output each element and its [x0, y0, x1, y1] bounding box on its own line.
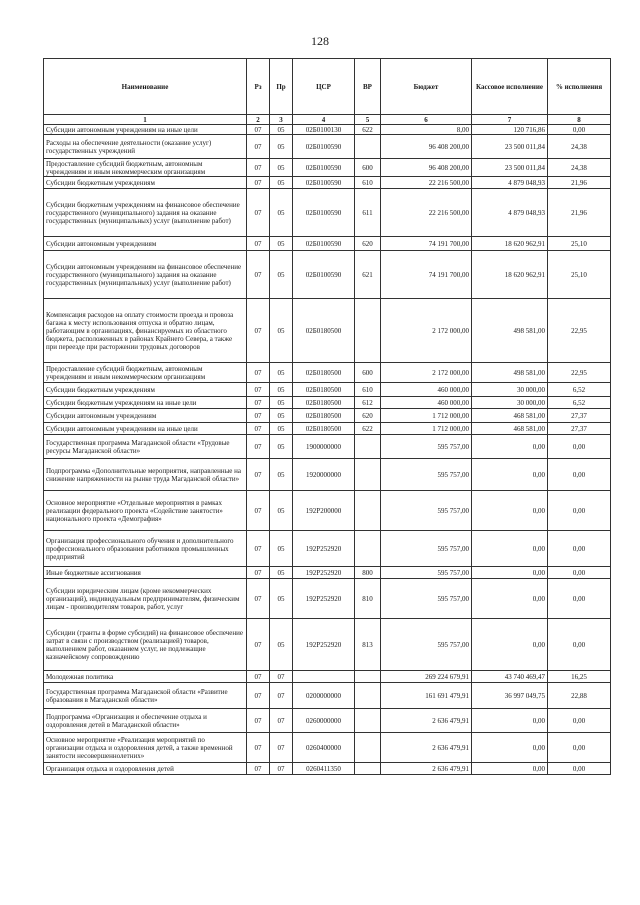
- row-csr-cell: 02Б0100130: [293, 125, 355, 135]
- table-row: [44, 237, 611, 251]
- row-csr-cell: 192P252920: [293, 531, 355, 567]
- row-csr-cell: 0200000000: [293, 683, 355, 709]
- row-pr-cell: 05: [270, 531, 293, 567]
- row-name-cell: Субсидии бюджетным учреждениям на финансовое обеспечение государственного (муниципального) задания на оказание государственных (муниципальных) услуг (выполнение работ): [44, 189, 247, 237]
- row-cash-cell: 498 581,00: [472, 299, 548, 363]
- column-number: 3: [270, 115, 293, 125]
- row-vr-cell: 622: [355, 125, 381, 135]
- row-percent-cell: 22,95: [548, 299, 611, 363]
- row-vr-cell: [355, 299, 381, 363]
- header-csr: ЦСР: [293, 59, 355, 115]
- row-vr-cell: 621: [355, 251, 381, 299]
- row-pr-cell: 05: [270, 383, 293, 397]
- row-pr-cell: 05: [270, 125, 293, 135]
- row-pr-cell: 07: [270, 763, 293, 775]
- row-percent-cell: 21,96: [548, 177, 611, 189]
- row-pr-cell: 05: [270, 237, 293, 251]
- row-name-cell: Молодежная политика: [44, 671, 247, 683]
- row-cash-cell: 30 000,00: [472, 397, 548, 409]
- row-rz-cell: 07: [247, 567, 270, 579]
- row-csr-cell: 02Б0100590: [293, 237, 355, 251]
- row-pr-cell: 05: [270, 135, 293, 159]
- row-budget-cell: 96 408 200,00: [381, 159, 472, 177]
- column-number: 6: [381, 115, 472, 125]
- row-name-cell: Субсидии бюджетным учреждениям: [44, 383, 247, 397]
- row-csr-cell: 0260400000: [293, 733, 355, 763]
- row-cash-cell: 120 716,86: [472, 125, 548, 135]
- row-name-cell: Предоставление субсидий бюджетным, автономным учреждениям и иным некоммерческим организациям: [44, 363, 247, 383]
- row-cash-cell: 0,00: [472, 579, 548, 619]
- column-number: 4: [293, 115, 355, 125]
- row-rz-cell: 07: [247, 177, 270, 189]
- row-rz-cell: 07: [247, 763, 270, 775]
- row-cash-cell: 0,00: [472, 709, 548, 733]
- row-pr-cell: 05: [270, 459, 293, 491]
- row-cash-cell: 43 740 469,47: [472, 671, 548, 683]
- row-budget-cell: 460 000,00: [381, 383, 472, 397]
- row-rz-cell: 07: [247, 397, 270, 409]
- row-cash-cell: 468 581,00: [472, 423, 548, 435]
- row-rz-cell: 07: [247, 671, 270, 683]
- row-budget-cell: 269 224 679,91: [381, 671, 472, 683]
- row-budget-cell: 2 172 000,00: [381, 363, 472, 383]
- row-cash-cell: 0,00: [472, 567, 548, 579]
- row-name-cell: Субсидии автономным учреждениям на финансовое обеспечение государственного (муниципального) задания на оказание государственных (муниципальных) услуг (выполнение работ): [44, 251, 247, 299]
- row-cash-cell: 30 000,00: [472, 383, 548, 397]
- row-name-cell: Государственная программа Магаданской области «Трудовые ресурсы Магаданской области»: [44, 435, 247, 459]
- row-vr-cell: [355, 671, 381, 683]
- row-cash-cell: 0,00: [472, 491, 548, 531]
- row-pr-cell: 07: [270, 709, 293, 733]
- table-header-row: [44, 59, 611, 115]
- row-vr-cell: [355, 763, 381, 775]
- row-vr-cell: [355, 435, 381, 459]
- row-csr-cell: 02Б0180500: [293, 383, 355, 397]
- table-row: [44, 177, 611, 189]
- row-csr-cell: 02Б0100590: [293, 189, 355, 237]
- row-budget-cell: 74 191 700,00: [381, 251, 472, 299]
- row-budget-cell: 1 712 000,00: [381, 409, 472, 423]
- row-pr-cell: 05: [270, 491, 293, 531]
- row-name-cell: Субсидии автономным учреждениям: [44, 237, 247, 251]
- row-rz-cell: 07: [247, 733, 270, 763]
- row-cash-cell: 0,00: [472, 733, 548, 763]
- row-csr-cell: 02Б0180500: [293, 409, 355, 423]
- row-csr-cell: 02Б0180500: [293, 397, 355, 409]
- row-percent-cell: 6,52: [548, 397, 611, 409]
- row-rz-cell: 07: [247, 135, 270, 159]
- row-csr-cell: 192P252920: [293, 567, 355, 579]
- row-percent-cell: 0,00: [548, 459, 611, 491]
- row-vr-cell: 620: [355, 409, 381, 423]
- row-budget-cell: 8,00: [381, 125, 472, 135]
- row-budget-cell: 595 757,00: [381, 579, 472, 619]
- row-name-cell: Субсидии автономным учреждениям: [44, 409, 247, 423]
- row-csr-cell: 02Б0180500: [293, 423, 355, 435]
- row-rz-cell: 07: [247, 435, 270, 459]
- row-name-cell: Субсидии юридическим лицам (кроме некоммерческих организаций), индивидуальным предпринимателям, физическим лицам - производителям товаров, работ, услуг: [44, 579, 247, 619]
- row-percent-cell: 27,37: [548, 423, 611, 435]
- row-percent-cell: 24,38: [548, 135, 611, 159]
- header-name: Наименование: [44, 59, 247, 115]
- row-rz-cell: 07: [247, 383, 270, 397]
- row-rz-cell: 07: [247, 159, 270, 177]
- table-row: [44, 383, 611, 397]
- row-budget-cell: 595 757,00: [381, 567, 472, 579]
- row-rz-cell: 07: [247, 491, 270, 531]
- row-pr-cell: 05: [270, 299, 293, 363]
- row-name-cell: Предоставление субсидий бюджетным, автономным учреждениям и иным некоммерческим организациям: [44, 159, 247, 177]
- row-budget-cell: 595 757,00: [381, 459, 472, 491]
- row-rz-cell: 07: [247, 251, 270, 299]
- row-vr-cell: [355, 733, 381, 763]
- table-body: [44, 125, 611, 775]
- row-rz-cell: 07: [247, 189, 270, 237]
- row-csr-cell: 1900000000: [293, 435, 355, 459]
- row-pr-cell: 05: [270, 177, 293, 189]
- row-percent-cell: 0,00: [548, 579, 611, 619]
- row-cash-cell: 0,00: [472, 435, 548, 459]
- header-percent: % исполнения: [548, 59, 611, 115]
- row-percent-cell: 27,37: [548, 409, 611, 423]
- row-budget-cell: 595 757,00: [381, 619, 472, 671]
- row-budget-cell: 595 757,00: [381, 435, 472, 459]
- row-vr-cell: [355, 683, 381, 709]
- row-percent-cell: 22,95: [548, 363, 611, 383]
- row-percent-cell: 0,00: [548, 709, 611, 733]
- row-name-cell: Субсидии автономным учреждениям на иные цели: [44, 125, 247, 135]
- row-csr-cell: 02Б0100590: [293, 177, 355, 189]
- row-vr-cell: 612: [355, 397, 381, 409]
- row-vr-cell: 622: [355, 423, 381, 435]
- row-name-cell: Компенсация расходов на оплату стоимости проезда и провоза багажа к месту использования отпуска и обратно лицам, работающим в организациях, финансируемых из областного бюджета, расположенных в районах Крайнего Севера, а также при переезде при расторжении трудовых договоров: [44, 299, 247, 363]
- header-budget: Бюджет: [381, 59, 472, 115]
- table-row: [44, 363, 611, 383]
- row-name-cell: Основное мероприятие «Реализация мероприятий по организации отдыха и оздоровления детей, а также временной занятости несовершеннолетних»: [44, 733, 247, 763]
- row-vr-cell: 600: [355, 363, 381, 383]
- table-row: [44, 189, 611, 237]
- row-vr-cell: 810: [355, 579, 381, 619]
- row-percent-cell: 25,10: [548, 251, 611, 299]
- row-pr-cell: 05: [270, 619, 293, 671]
- table-row: [44, 251, 611, 299]
- row-cash-cell: 18 620 962,91: [472, 237, 548, 251]
- budget-execution-table: [43, 58, 611, 775]
- row-budget-cell: 161 691 479,91: [381, 683, 472, 709]
- row-vr-cell: 813: [355, 619, 381, 671]
- row-csr-cell: 02Б0180500: [293, 299, 355, 363]
- row-budget-cell: 22 216 500,00: [381, 177, 472, 189]
- row-cash-cell: 0,00: [472, 619, 548, 671]
- row-cash-cell: 23 500 011,84: [472, 159, 548, 177]
- row-name-cell: Иные бюджетные ассигнования: [44, 567, 247, 579]
- row-vr-cell: 620: [355, 237, 381, 251]
- table-row: [44, 491, 611, 531]
- page-number: 128: [311, 34, 329, 48]
- table-row: [44, 531, 611, 567]
- row-name-cell: Организация отдыха и оздоровления детей: [44, 763, 247, 775]
- row-vr-cell: [355, 491, 381, 531]
- row-percent-cell: 0,00: [548, 619, 611, 671]
- row-rz-cell: 07: [247, 459, 270, 491]
- row-cash-cell: 498 581,00: [472, 363, 548, 383]
- row-vr-cell: [355, 459, 381, 491]
- column-number: 1: [44, 115, 247, 125]
- row-pr-cell: 07: [270, 671, 293, 683]
- row-vr-cell: 600: [355, 159, 381, 177]
- row-percent-cell: 21,96: [548, 189, 611, 237]
- row-budget-cell: 2 636 479,91: [381, 733, 472, 763]
- row-budget-cell: 460 000,00: [381, 397, 472, 409]
- row-percent-cell: 6,52: [548, 383, 611, 397]
- row-cash-cell: 23 500 011,84: [472, 135, 548, 159]
- row-pr-cell: 05: [270, 423, 293, 435]
- row-percent-cell: 25,10: [548, 237, 611, 251]
- row-name-cell: Субсидии бюджетным учреждениям на иные цели: [44, 397, 247, 409]
- row-pr-cell: 07: [270, 733, 293, 763]
- table-row: [44, 409, 611, 423]
- row-rz-cell: 07: [247, 619, 270, 671]
- row-name-cell: Субсидии бюджетным учреждениям: [44, 177, 247, 189]
- table-row: [44, 671, 611, 683]
- row-name-cell: Государственная программа Магаданской области «Развитие образования в Магаданской области»: [44, 683, 247, 709]
- column-number: 8: [548, 115, 611, 125]
- row-budget-cell: 96 408 200,00: [381, 135, 472, 159]
- row-budget-cell: 74 191 700,00: [381, 237, 472, 251]
- row-vr-cell: [355, 709, 381, 733]
- row-csr-cell: 02Б0180500: [293, 363, 355, 383]
- row-cash-cell: 36 997 049,75: [472, 683, 548, 709]
- row-budget-cell: 1 712 000,00: [381, 423, 472, 435]
- row-percent-cell: 0,00: [548, 435, 611, 459]
- row-pr-cell: 05: [270, 435, 293, 459]
- row-budget-cell: 2 636 479,91: [381, 763, 472, 775]
- row-percent-cell: 0,00: [548, 567, 611, 579]
- column-number: 5: [355, 115, 381, 125]
- column-number-row: [44, 115, 611, 125]
- row-vr-cell: [355, 531, 381, 567]
- table-row: [44, 683, 611, 709]
- header-pr: Пр: [270, 59, 293, 115]
- row-rz-cell: 07: [247, 363, 270, 383]
- row-percent-cell: 0,00: [548, 733, 611, 763]
- table-row: [44, 763, 611, 775]
- row-csr-cell: 192P252920: [293, 619, 355, 671]
- row-percent-cell: 0,00: [548, 491, 611, 531]
- table-row: [44, 733, 611, 763]
- row-vr-cell: 610: [355, 177, 381, 189]
- column-number: 2: [247, 115, 270, 125]
- row-budget-cell: 595 757,00: [381, 531, 472, 567]
- header-vr: ВР: [355, 59, 381, 115]
- row-csr-cell: 0260411350: [293, 763, 355, 775]
- table-row: [44, 435, 611, 459]
- row-name-cell: Организация профессионального обучения и дополнительного профессионального образования работников промышленных предприятий: [44, 531, 247, 567]
- table-row: [44, 709, 611, 733]
- row-csr-cell: 02Б0100590: [293, 135, 355, 159]
- row-percent-cell: 16,25: [548, 671, 611, 683]
- row-rz-cell: 07: [247, 299, 270, 363]
- row-cash-cell: 4 879 048,93: [472, 189, 548, 237]
- table-row: [44, 397, 611, 409]
- row-pr-cell: 05: [270, 397, 293, 409]
- row-pr-cell: 05: [270, 567, 293, 579]
- row-pr-cell: 05: [270, 409, 293, 423]
- row-vr-cell: 800: [355, 567, 381, 579]
- row-rz-cell: 07: [247, 409, 270, 423]
- row-budget-cell: 2 172 000,00: [381, 299, 472, 363]
- row-csr-cell: 192P252920: [293, 579, 355, 619]
- row-budget-cell: 22 216 500,00: [381, 189, 472, 237]
- row-budget-cell: 2 636 479,91: [381, 709, 472, 733]
- row-csr-cell: 02Б0100590: [293, 251, 355, 299]
- row-rz-cell: 07: [247, 683, 270, 709]
- row-name-cell: Субсидии (гранты в форме субсидий) на финансовое обеспечение затрат в связи с производством (реализацией) товаров, выполнением работ, оказанием услуг, не подлежащие казначейскому сопровождению: [44, 619, 247, 671]
- row-name-cell: Расходы на обеспечение деятельности (оказание услуг) государственных учреждений: [44, 135, 247, 159]
- row-rz-cell: 07: [247, 423, 270, 435]
- header-cash: Кассовое исполнение: [472, 59, 548, 115]
- row-rz-cell: 07: [247, 125, 270, 135]
- row-vr-cell: 611: [355, 189, 381, 237]
- row-name-cell: Субсидии автономным учреждениям на иные цели: [44, 423, 247, 435]
- row-pr-cell: 07: [270, 683, 293, 709]
- column-number: 7: [472, 115, 548, 125]
- table-row: [44, 619, 611, 671]
- table-row: [44, 135, 611, 159]
- row-cash-cell: 4 879 048,93: [472, 177, 548, 189]
- table-row: [44, 423, 611, 435]
- row-rz-cell: 07: [247, 237, 270, 251]
- row-cash-cell: 0,00: [472, 531, 548, 567]
- row-csr-cell: [293, 671, 355, 683]
- row-rz-cell: 07: [247, 709, 270, 733]
- row-pr-cell: 05: [270, 363, 293, 383]
- row-cash-cell: 18 620 962,91: [472, 251, 548, 299]
- row-percent-cell: 22,88: [548, 683, 611, 709]
- row-percent-cell: 24,38: [548, 159, 611, 177]
- row-cash-cell: 468 581,00: [472, 409, 548, 423]
- row-csr-cell: 02Б0100590: [293, 159, 355, 177]
- table-row: [44, 567, 611, 579]
- header-rz: Рз: [247, 59, 270, 115]
- row-rz-cell: 07: [247, 531, 270, 567]
- row-pr-cell: 05: [270, 579, 293, 619]
- row-name-cell: Основное мероприятие «Отдельные мероприятия в рамках реализации федерального проекта «Содействие занятости» национального проекта «Демография»: [44, 491, 247, 531]
- row-percent-cell: 0,00: [548, 763, 611, 775]
- table-row: [44, 299, 611, 363]
- row-cash-cell: 0,00: [472, 459, 548, 491]
- row-pr-cell: 05: [270, 251, 293, 299]
- row-percent-cell: 0,00: [548, 531, 611, 567]
- table-row: [44, 159, 611, 177]
- row-percent-cell: 0,00: [548, 125, 611, 135]
- row-csr-cell: 0260000000: [293, 709, 355, 733]
- row-pr-cell: 05: [270, 189, 293, 237]
- table-row: [44, 125, 611, 135]
- row-vr-cell: [355, 135, 381, 159]
- row-vr-cell: 610: [355, 383, 381, 397]
- row-cash-cell: 0,00: [472, 763, 548, 775]
- row-name-cell: Подпрограмма «Организация и обеспечение отдыха и оздоровления детей в Магаданской области»: [44, 709, 247, 733]
- row-name-cell: Подпрограмма «Дополнительные мероприятия, направленные на снижение напряженности на рынке труда Магаданской области»: [44, 459, 247, 491]
- row-budget-cell: 595 757,00: [381, 491, 472, 531]
- row-rz-cell: 07: [247, 579, 270, 619]
- row-csr-cell: 192P200000: [293, 491, 355, 531]
- table-row: [44, 579, 611, 619]
- row-pr-cell: 05: [270, 159, 293, 177]
- row-csr-cell: 1920000000: [293, 459, 355, 491]
- table-row: [44, 459, 611, 491]
